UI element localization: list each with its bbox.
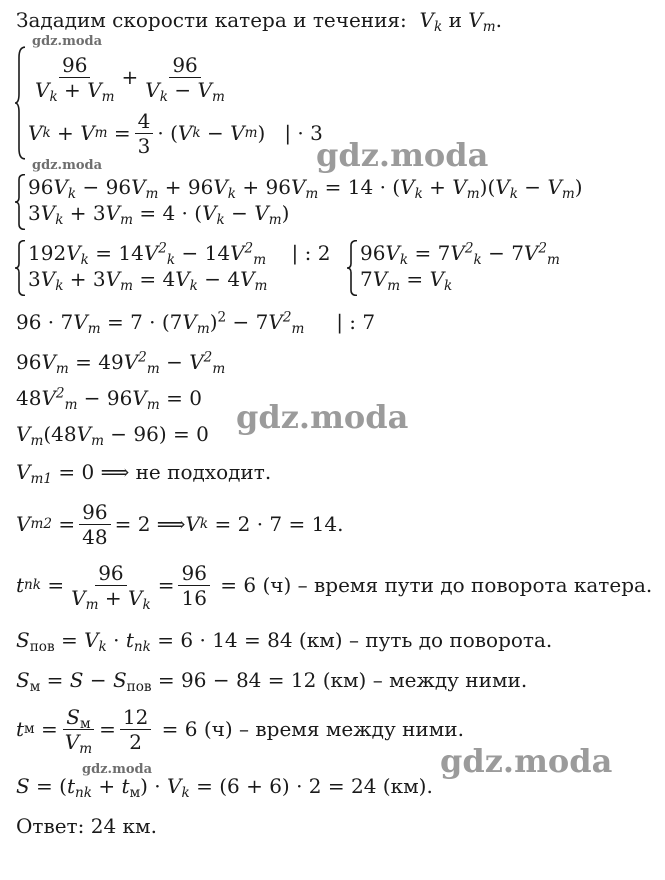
system-1: 96 $V_k + V_m$ + 96 $V_k - V_m$ V k + V m = 4 3 · ( V k − V m ) | · 3 — [14, 46, 323, 160]
brace-icon — [14, 174, 26, 230]
equation-line: $V_{m1} = 0$ ⟹ не подходит. — [16, 460, 272, 488]
watermark-logo: gdz.moda — [236, 398, 409, 436]
equation-line: $S = (t_{nk} + t_м) \cdot V_k = (6 + 6) \cdot 2 = 24$ (км). — [16, 774, 433, 802]
watermark-logo: gdz.moda — [316, 136, 489, 174]
not-fit-note: ⟹ не подходит. — [100, 460, 272, 484]
watermark-logo: gdz.moda — [32, 34, 103, 49]
heading-text: Зададим скорости катера и течения: — [16, 8, 407, 32]
equation-line: $96V_m = 49V^2_m - V^2_m$ — [16, 349, 226, 378]
time-between-note: = 6 (ч) – время между ними. — [161, 717, 464, 741]
multiply-note: | · 3 — [284, 121, 323, 145]
equation-line: $V_m(48V_m - 96) = 0$ — [16, 422, 209, 450]
equation-line: t nk = 96 $V_m + V_k$ = $\frac{96}{16}$ = 6 (ч) – время пути до поворота катера. — [16, 560, 653, 613]
equation-line: $S_м = S - S_{пов} = 96 - 84 = 12$ (км) – между ними. — [16, 668, 528, 696]
system-2: $96V_k - 96V_m + 96V_k + 96V_m = 14 \cdot (V_k + V_m)(V_k - V_m)$ $3V_k + 3V_m = 4 \cdot (V_k - V_m)$ — [14, 174, 583, 230]
equation-line: $96 \cdot 7V_m = 7 \cdot (7V_m)^2 - 7V^2_m$ | : 7 — [16, 309, 376, 338]
heading-and: и — [448, 8, 462, 32]
system-4: $96V_k = 7V^2_k - 7V^2_m$ $7V_m = V_k$ — [346, 240, 560, 296]
watermark-logo: gdz.moda — [82, 762, 153, 777]
watermark-logo: gdz.moda — [440, 742, 613, 780]
distance-to-turn-note: = 6 · 14 = 84 (км) – путь до поворота. — [157, 628, 553, 652]
equation-line: V m2 = 96 48 = 2 ⟹ V k = 2 · 7 = 14. — [16, 499, 344, 549]
equation-line: $48V^2_m - 96V_m = 0$ — [16, 385, 202, 414]
divide-note: | : 7 — [336, 310, 376, 334]
heading-line: Зададим скорости катера и течения: $V_k$ и $V_m$. — [16, 8, 502, 36]
brace-icon — [346, 240, 358, 296]
equation-line: t м = $S_м$ $V_m$ = $\frac{12}{2}$ = 6 (ч) – время между ними. — [16, 704, 464, 757]
watermark-logo: gdz.moda — [32, 158, 103, 173]
system-3: $192V_k = 14V^2_k - 14V^2_m$ | : 2 $3V_k + 3V_m = 4V_k - 4V_m$ — [14, 240, 330, 296]
equation-line: $S_{пов} = V_k \cdot t_{nk} = 6 \cdot 14 = 84$ (км) – путь до поворота. — [16, 628, 553, 656]
distance-between-note: = 96 − 84 = 12 (км) – между ними. — [157, 668, 528, 692]
brace-icon — [14, 240, 26, 296]
divide-note: | : 2 — [291, 241, 331, 265]
brace-icon — [14, 46, 26, 160]
time-to-turn-note: = 6 (ч) – время пути до поворота катера. — [220, 573, 653, 597]
answer-line: Ответ: 24 км. — [16, 814, 157, 838]
total-distance-note: = (6 + 6) · 2 = 24 (км). — [196, 774, 433, 798]
